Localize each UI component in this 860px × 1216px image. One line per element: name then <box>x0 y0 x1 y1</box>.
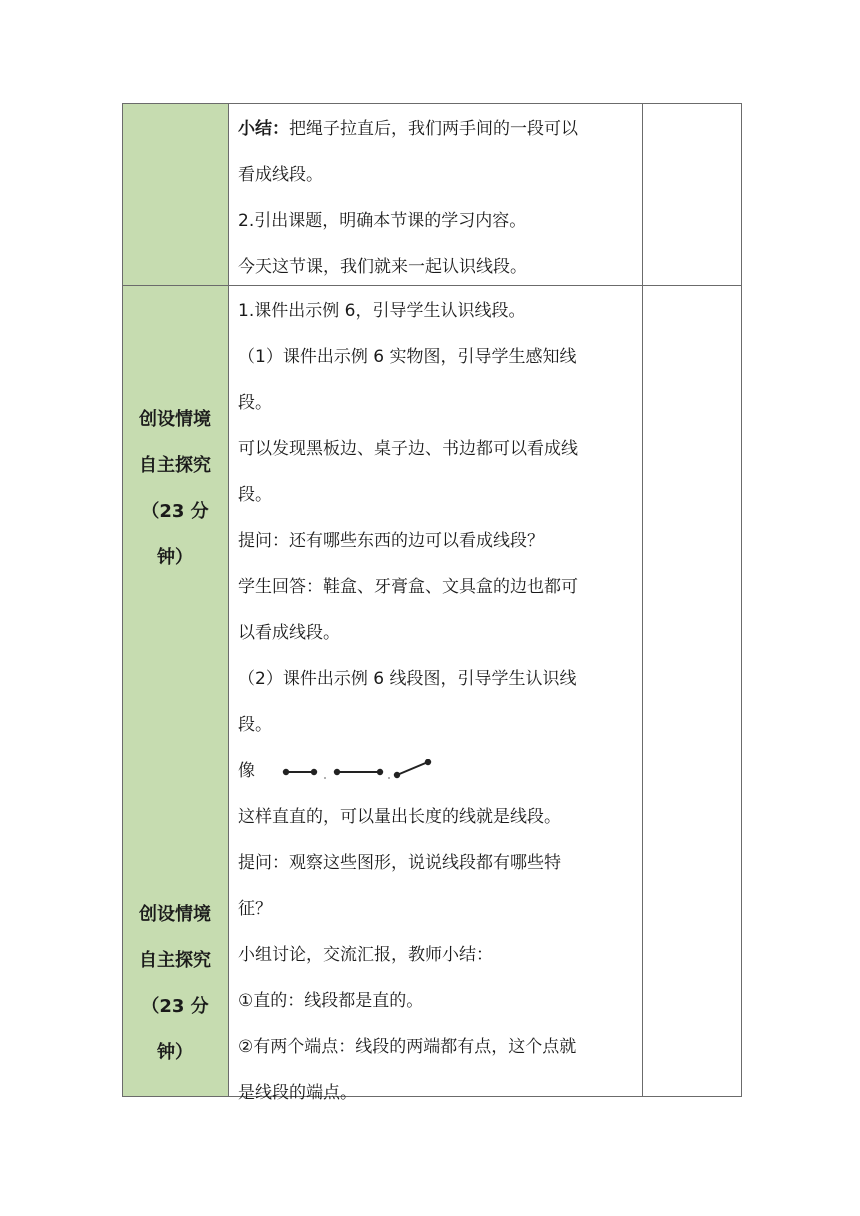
summary-label: 小结： <box>238 119 289 139</box>
text-line: 是线段的端点。 <box>238 1083 357 1103</box>
figure-line <box>238 748 634 794</box>
figure-prefix: 像 <box>238 761 255 781</box>
text-line: 今天这节课，我们就来一起认识线段。 <box>238 257 527 277</box>
text-line: 以看成线段。 <box>238 623 340 643</box>
table-row <box>122 103 742 286</box>
notes-cell <box>642 104 741 285</box>
notes-cell <box>642 286 741 1096</box>
text-line: 这样直直的，可以量出长度的线就是线段。 <box>238 807 561 827</box>
text-line: ②有两个端点：线段的两端都有点，这个点就 <box>238 1037 577 1057</box>
text-line: 可以发现黑板边、桌子边、书边都可以看成线 <box>238 439 578 459</box>
text-line: 段。 <box>238 485 272 505</box>
stage-cell <box>123 286 229 1096</box>
stage-cell <box>123 104 229 285</box>
text-line: 小组讨论，交流汇报，教师小结： <box>238 945 493 965</box>
text-line: 提问：还有哪些东西的边可以看成线段？ <box>238 531 544 551</box>
line-segment-figure <box>282 759 432 783</box>
text-line: 学生回答：鞋盒、牙膏盒、文具盒的边也都可 <box>238 577 578 597</box>
text-line: ①直的：线段都是直的。 <box>238 991 424 1011</box>
text-line: 征？ <box>238 899 272 919</box>
text-line: 提问：观察这些图形，说说线段都有哪些特 <box>238 853 561 873</box>
stage-label-bottom: 创设情境 自主探究 （23 分 钟） <box>139 904 211 1063</box>
text-line: 段。 <box>238 393 272 413</box>
text-line: 段。 <box>238 715 272 735</box>
content-cell <box>229 286 642 1103</box>
stage-label-top: 创设情境 自主探究 （23 分 钟） <box>139 409 211 568</box>
text-line: 2.引出课题，明确本节课的学习内容。 <box>238 211 527 231</box>
text-line: 1.课件出示例 6，引导学生认识线段。 <box>238 301 526 321</box>
content-cell <box>229 104 642 285</box>
text-line: （1）课件出示例 6 实物图，引导学生感知线 <box>238 347 577 367</box>
summary-line: 小结：把绳子拉直后，我们两手间的一段可以 <box>238 119 578 139</box>
text-line: 看成线段。 <box>238 165 323 185</box>
table-row <box>122 285 742 1103</box>
text-line: （2）课件出示例 6 线段图，引导学生认识线 <box>238 669 577 689</box>
